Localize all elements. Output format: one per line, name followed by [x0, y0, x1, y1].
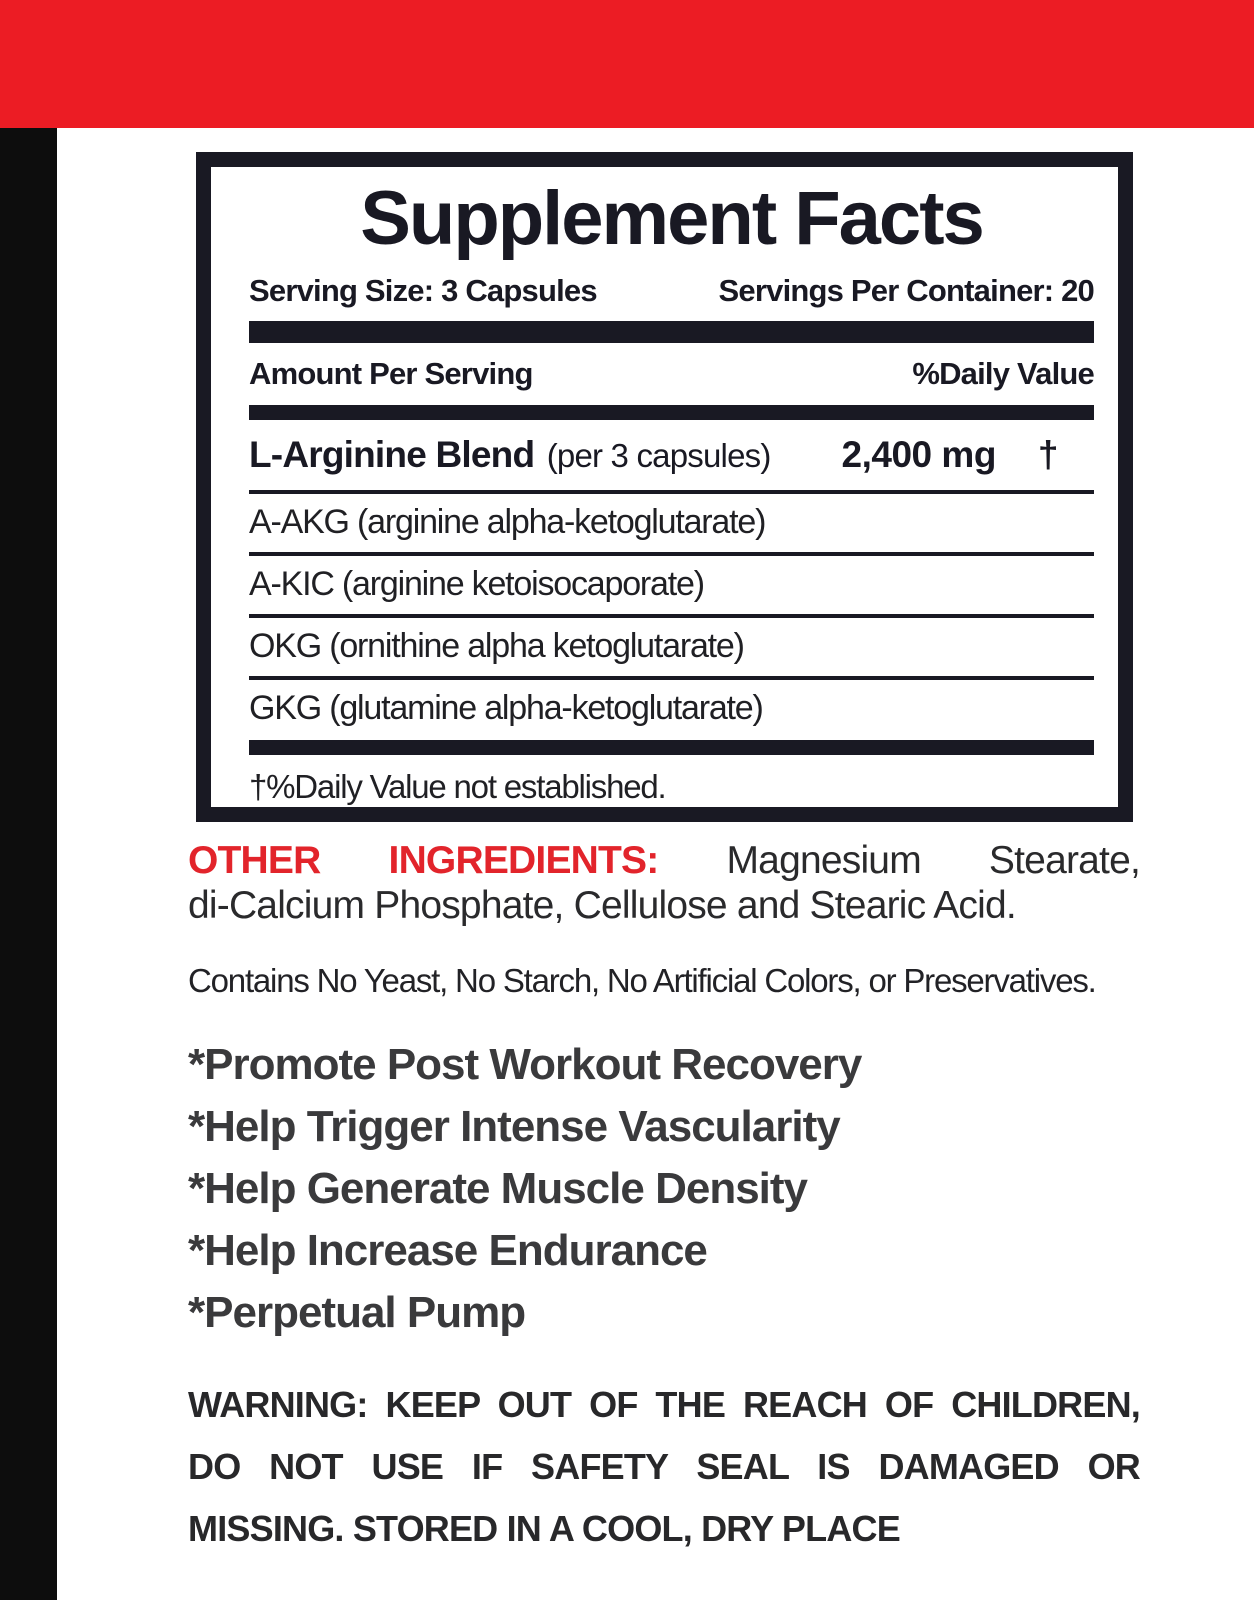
other-ingredients-line2: di-Calcium Phosphate, Cellulose and Stearic Acid.	[188, 884, 1016, 927]
other-ingredients-label: OTHER INGREDIENTS:	[188, 839, 659, 882]
red-banner	[0, 0, 1254, 128]
divider-thick-bottom	[249, 740, 1094, 755]
other-ingredients-line1	[188, 838, 1140, 883]
label-text-area	[188, 838, 1140, 1560]
ingredient-row: A-AKG (arginine alpha-ketoglutarate)	[249, 490, 1094, 552]
serving-size-label: Serving Size: 3 Capsules	[249, 273, 597, 308]
divider-thick-mid	[249, 405, 1094, 420]
ingredient-row: OKG (ornithine alpha ketoglutarate)	[249, 614, 1094, 676]
amount-per-serving-row	[211, 343, 1118, 405]
blend-qualifier: (per 3 capsules)	[546, 437, 771, 474]
blend-dv-symbol: †	[1037, 434, 1058, 475]
benefit-item: *Perpetual Pump	[188, 1288, 526, 1337]
benefit-item: *Promote Post Workout Recovery	[188, 1040, 862, 1089]
contains-statement: Contains No Yeast, No Starch, No Artificial Colors, or Preservatives.	[188, 962, 1096, 999]
ingredient-row: GKG (glutamine alpha-ketoglutarate)	[249, 676, 1094, 738]
blend-row	[211, 420, 1118, 490]
supplement-facts-panel	[196, 152, 1133, 822]
warning-paragraph	[188, 1374, 1140, 1560]
amount-per-serving-label: Amount Per Serving	[249, 356, 533, 391]
benefit-item: *Help Increase Endurance	[188, 1226, 707, 1275]
ingredient-row: A-KIC (arginine ketoisocaporate)	[249, 552, 1094, 614]
blend-amount-group	[842, 434, 1058, 476]
warning-line: MISSING. STORED IN A COOL, DRY PLACE	[188, 1508, 900, 1549]
warning-line: DO NOT USE IF SAFETY SEAL IS DAMAGED OR	[188, 1446, 1140, 1487]
blend-name-group	[249, 434, 771, 476]
benefits-list	[188, 1034, 1140, 1344]
serving-row	[211, 263, 1118, 321]
warning-line: WARNING: KEEP OUT OF THE REACH OF CHILDREN,	[188, 1384, 1140, 1425]
blend-amount: 2,400 mg	[841, 434, 996, 475]
other-ingredients-line1-text: Magnesium Stearate,	[726, 839, 1140, 882]
benefit-item: *Help Generate Muscle Density	[188, 1164, 808, 1213]
daily-value-label: %Daily Value	[912, 356, 1094, 391]
supplement-facts-title: Supplement Facts	[360, 176, 983, 261]
benefit-item: *Help Trigger Intense Vascularity	[188, 1102, 840, 1151]
other-ingredients-paragraph	[188, 838, 1140, 928]
divider-thick-top	[249, 321, 1094, 343]
blend-name: L-Arginine Blend	[249, 434, 535, 475]
daily-value-footnote: †%Daily Value not established.	[249, 768, 666, 805]
left-black-bar	[0, 128, 57, 1600]
servings-per-container-label: Servings Per Container: 20	[718, 273, 1094, 308]
